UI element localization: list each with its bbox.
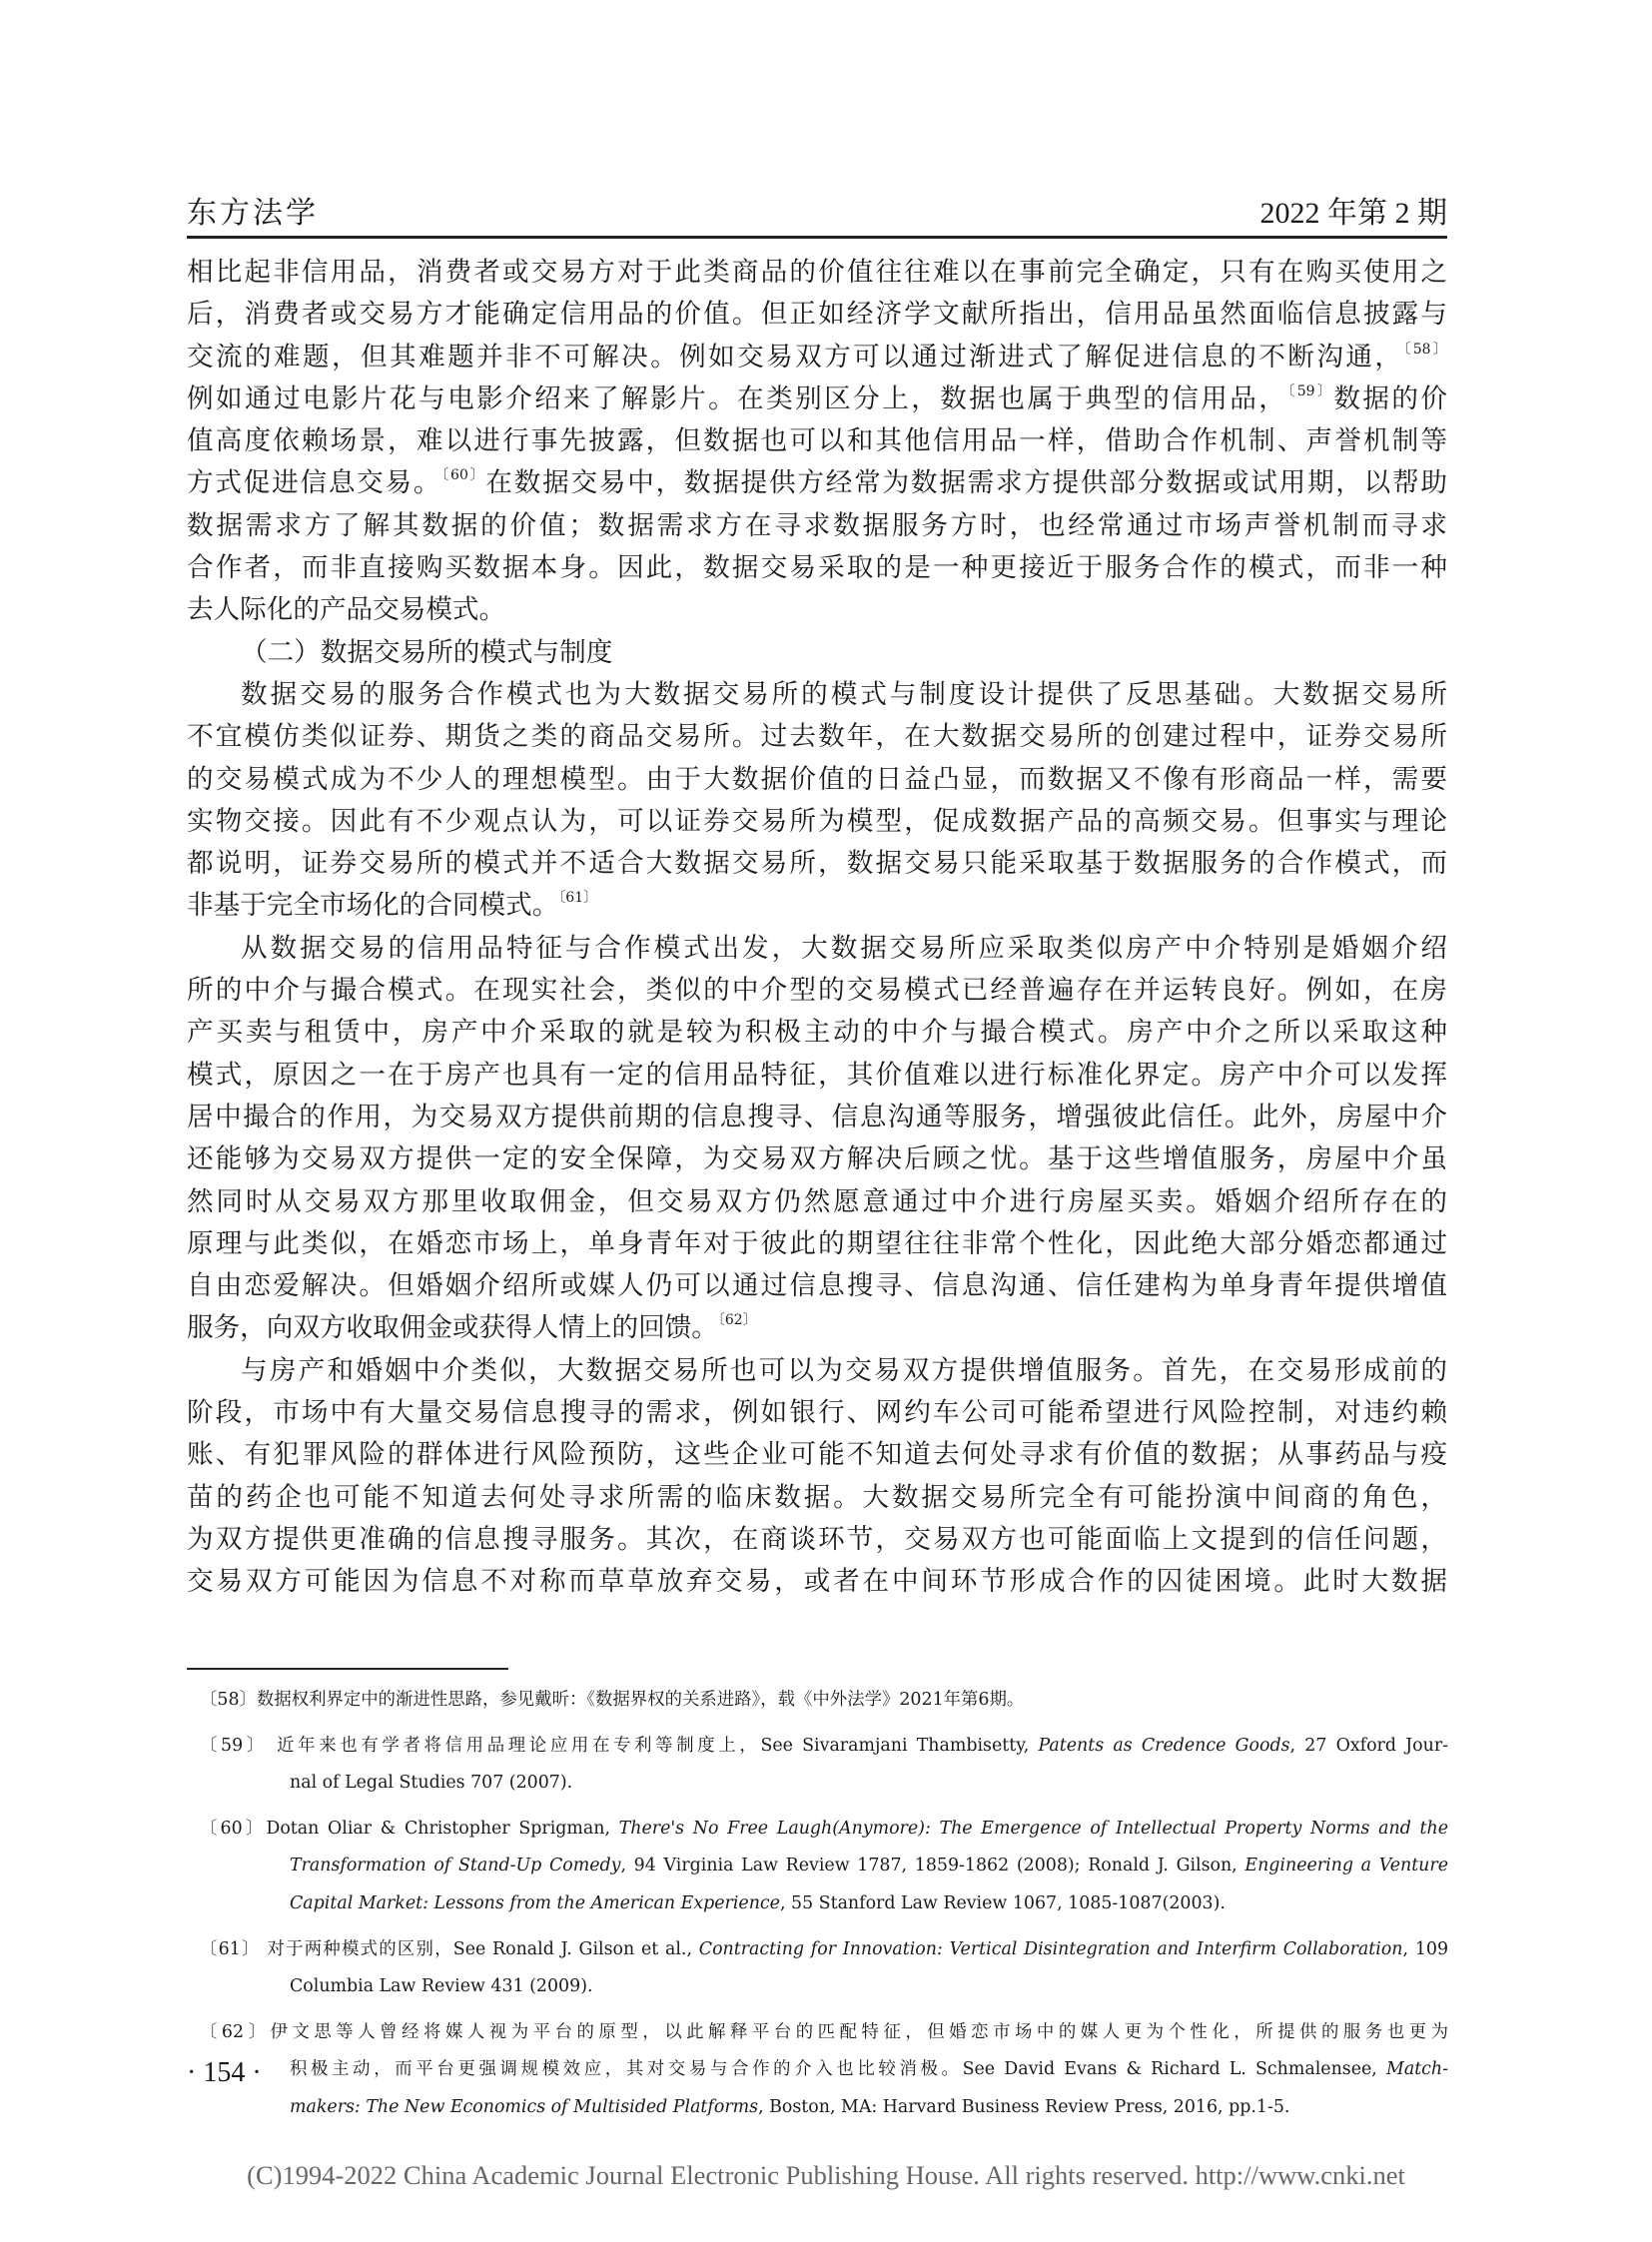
body-line: 自由恋爱解决。但婚姻介绍所或媒人仍可以通过信息搜寻、信息沟通、信任建构为单身青年提供增值 [187,1270,1447,1302]
body-line: 服务，向双方收取佣金或获得人情上的回馈。$^{〔62〕}$ [187,1312,757,1344]
journal-name: 东方法学 [187,196,319,231]
footnote-59: 〔59〕 近年来也有学者将信用品理论应用在专利等制度上，See Sivaramjani Thambisetty, Patents as Credence Goods, 27 Oxford Jour- nal of Legal Studies 707 (2007). [200,1735,1449,1794]
body-line: 居中撮合的作用，为交易双方提供前期的信息搜寻、信息沟通等服务，增强彼此信任。此外，房屋中介 [187,1101,1447,1132]
footnote-61: 〔61〕 对于两种模式的区别，See Ronald J. Gilson et al., Contracting for Innovation: Vertical Disintegration and Interfirm Collaboration, 109 Columbia Law Review 431 (2009). [200,1938,1449,1997]
footnote-ref-62[interactable]: 〔62〕 [717,1312,757,1329]
body-line: 非基于完全市场化的合同模式。$^{〔61〕}$ [187,890,598,922]
body-line: 为双方提供更准确的信息搜寻服务。其次，在商谈环节，交易双方也可能面临上文提到的信任问题， [187,1523,1447,1555]
body-line: 实物交接。因此有不少观点认为，可以证券交易所为模型，促成数据产品的高频交易。但事实与理论 [187,805,1447,837]
body-line: 原理与此类似，在婚恋市场上，单身青年对于彼此的期望往往非常个性化，因此绝大部分婚恋都通过 [187,1227,1447,1259]
footnote-60: 〔60〕Dotan Oliar & Christopher Sprigman, There's No Free Laugh(Anymore): The Emergence of Intellectual Property Norms and the Transformation of Stand-Up Comedy, 94 Virginia Law Review 1787, 1859-1862 (2008); Ronald J. Gilson, Engineering a Venture Capital Market: Lessons from the American Experience, 55 Stanford Law Review 1067, 1085-1087(2003). [200,1818,1448,1913]
footnote-number: 〔58〕 [200,1690,257,1710]
body-line: 都说明，证券交易所的模式并不适合大数据交易所，数据交易只能采取基于数据服务的合作模式，而 [187,848,1447,880]
body-line: 所的中介与撮合模式。在现实社会，类似的中介型的交易模式已经普遍存在并运转良好。例如，在房 [187,975,1447,1007]
body-line: 相比起非信用品，消费者或交易方对于此类商品的价值往往难以在事前完全确定，只有在购买使用之 [187,257,1447,288]
body-line: 账、有犯罪风险的群体进行风险预防，这些企业可能不知道去何处寻求有价值的数据；从事药品与疫 [187,1439,1447,1471]
body-line: 去人际化的产品交易模式。 [187,594,506,626]
body-line: 数据需求方了解其数据的价值；数据需求方在寻求数据服务方时，也经常通过市场声誉机制而寻求 [187,509,1447,541]
body-line: 后，消费者或交易方才能确定信用品的价值。但正如经济学文献所指出，信用品虽然面临信息披露与 [187,299,1447,331]
footnote-ref-61[interactable]: 〔61〕 [558,890,598,907]
body-line: 数据交易的服务合作模式也为大数据交易所的模式与制度设计提供了反思基础。大数据交易所 [241,678,1447,710]
article-body [187,252,1447,1604]
body-line: 交易双方可能因为信息不对称而草草放弃交易，或者在中间环节形成合作的囚徒困境。此时大数据 [187,1566,1447,1598]
running-header [187,188,1447,234]
footnotes [200,1682,1448,2127]
body-line: 产买卖与租赁中，房产中介采取的就是较为积极主动的中介与撮合模式。房产中介之所以采取这种 [187,1017,1447,1049]
body-line: 还能够为交易双方提供一定的安全保障，为交易双方解决后顾之忧。基于这些增值服务，房屋中介虽 [187,1143,1447,1175]
footnote-58 [200,1682,1448,1720]
footnote-ref-58[interactable]: 〔58〕 [1403,341,1447,358]
footnote-ref-60[interactable]: 〔60〕 [441,467,486,484]
body-line: 合作者，而非直接购买数据本身。因此，数据交易采取的是一种更接近于服务合作的模式，而非一种 [187,552,1447,584]
body-line: 例如通过电影片花与电影介绍来了解影片。在类别区分上，数据也属于典型的信用品，$^{〔59〕}$数据的价 [187,382,1447,414]
copyright-watermark: (C)1994-2022 China Academic Journal Electronic Publishing House. All rights reserved. http://www.cnki.net [247,2160,1405,2190]
body-line: 方式促进信息交易。$^{〔60〕}$在数据交易中，数据提供方经常为数据需求方提供部分数据或试用期，以帮助 [187,467,1447,499]
footnote-rule [187,1668,508,1670]
footnote-text: 数据权利界定中的渐进性思路，参见戴昕：《数据界权的关系进路》，载《中外法学》2021年第6期。 [256,1690,1025,1710]
body-line: 值高度依赖场景，难以进行事先披露，但数据也可以和其他信用品一样，借助合作机制、声誉机制等 [187,425,1447,457]
body-line: 与房产和婚姻中介类似，大数据交易所也可以为交易双方提供增值服务。首先，在交易形成前的 [241,1354,1447,1386]
issue-label: 2022 年第 2 期 [1259,197,1447,230]
body-line: 交流的难题，但其难题并非不可解决。例如交易双方可以通过渐进式了解促进信息的不断沟通，$^{〔58〕}$ [187,341,1447,373]
body-line: 不宜模仿类似证券、期货之类的商品交易所。过去数年，在大数据交易所的创建过程中，证券交易所 [187,721,1447,753]
body-line: 从数据交易的信用品特征与合作模式出发，大数据交易所应采取类似房产中介特别是婚姻介绍 [241,932,1447,964]
body-line: 阶段，市场中有大量交易信息搜寻的需求，例如银行、网约车公司可能希望进行风险控制，对违约赖 [187,1397,1447,1429]
header-rule [187,236,1447,239]
body-line: 然同时从交易双方那里收取佣金，但交易双方仍然愿意通过中介进行房屋买卖。婚姻介绍所存在的 [187,1185,1447,1217]
body-line: 苗的药企也可能不知道去何处寻求所需的临床数据。大数据交易所完全有可能扮演中间商的角色， [187,1481,1447,1513]
footnote-ref-59[interactable]: 〔59〕 [1287,382,1334,399]
page-number: · 154 · [187,2057,262,2088]
section-heading: （二）数据交易所的模式与制度 [241,636,613,668]
body-line: 模式，原因之一在于房产也具有一定的信用品特征，其价值难以进行标准化界定。房产中介可以发挥 [187,1059,1447,1091]
body-line: 的交易模式成为不少人的理想模型。由于大数据价值的日益凸显，而数据又不像有形商品一样，需要 [187,763,1447,795]
footnote-62: 〔62〕伊文思等人曾经将媒人视为平台的原型，以此解释平台的匹配特征，但婚恋市场中的媒人更为个性化，所提供的服务也更为 积极主动，而平台更强调规模效应，其对交易与合作的介入也比较消极。See David Evans & Richard L. Schmalensee, Match- makers: The New Economics of Multisided Platforms, Boston, MA: Harvard Business Review Press, 2016, pp.1-5. [200,2021,1448,2117]
